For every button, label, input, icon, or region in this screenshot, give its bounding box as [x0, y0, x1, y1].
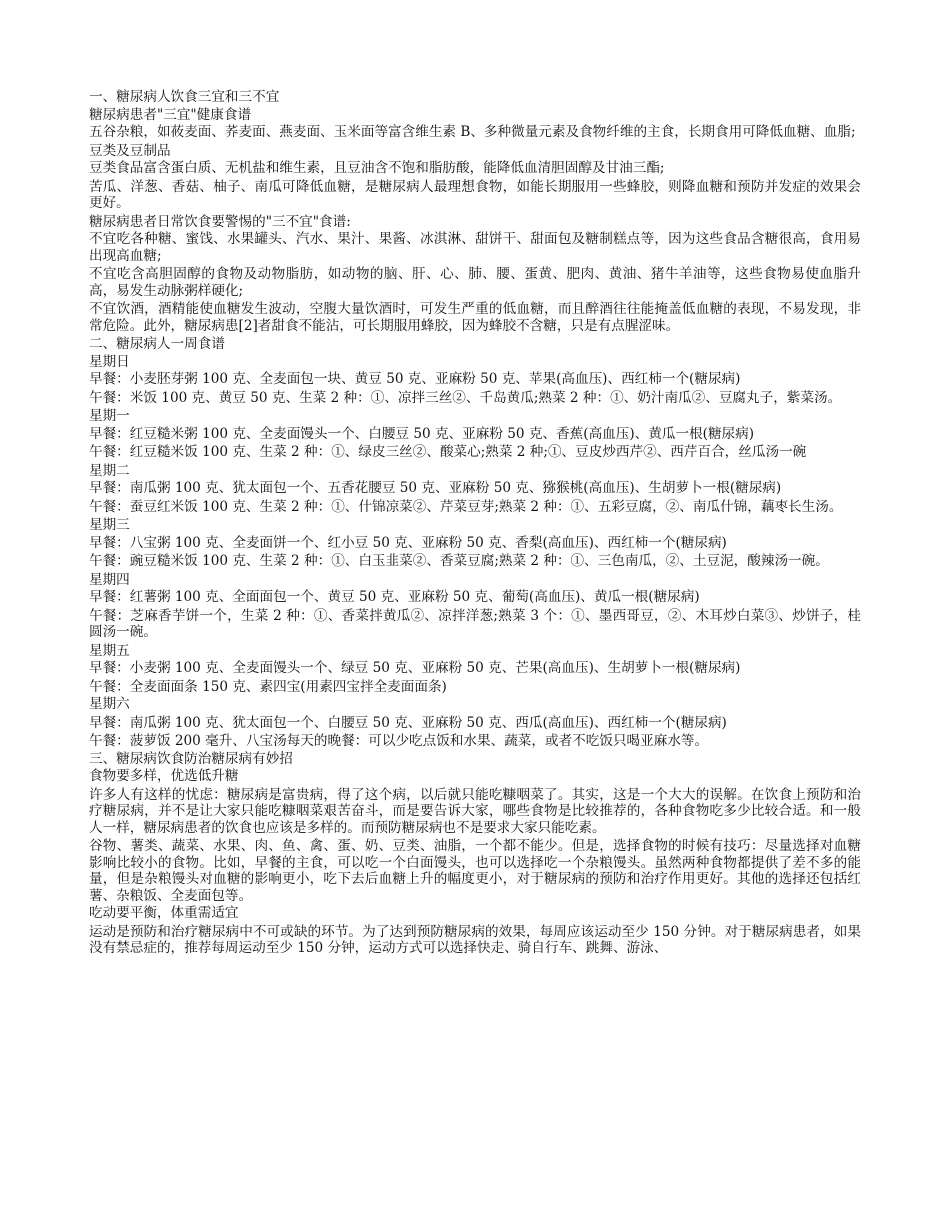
- section-heading: 二、糖尿病人一周食谱: [89, 336, 225, 352]
- paragraph: 不宜吃含高胆固醇的食物及动物脂肪，如动物的脑、肝、心、肺、腰、蛋黄、肥肉、黄油、猪牛羊油等，这些食物易使血脂升高，易发生动脉粥样硬化;: [89, 266, 861, 299]
- paragraph: 午餐：蚕豆红米饭 100 克、生菜 2 种：①、什锦凉菜②、芹菜豆芽;熟菜 2 种：①、五彩豆腐，②、南瓜什锦，藕枣长生汤。: [89, 498, 843, 515]
- section-heading: 午餐：全麦面面条 150 克、素四宝(用素四宝拌全麦面面条): [89, 678, 447, 695]
- section-heading: 星期二: [89, 462, 130, 479]
- section-heading: 豆类及豆制品: [89, 142, 171, 159]
- paragraph: 早餐：小麦胚芽粥 100 克、全麦面包一块、黄豆 50 克、亚麻粉 50 克、苹果(高血压)、西红柿一个(糖尿病): [89, 371, 741, 387]
- paragraph: 不宜吃各种糖、蜜饯、水果罐头、汽水、果汁、果酱、冰淇淋、甜饼干、甜面包及糖制糕点等，因为这些食品含糖很高，食用易出现高血糖;: [89, 231, 861, 264]
- paragraph: 苦瓜、洋葱、香菇、柚子、南瓜可降低血糖，是糖尿病人最理想食物，如能长期服用一些蜂胶，则降血糖和预防并发症的效果会更好。: [89, 178, 861, 211]
- paragraph: 午餐：红豆糙米饭 100 克、生菜 2 种：①、绿皮三丝②、酸菜心;熟菜 2 种;①、豆皮炒西芹②、西芹百合，丝瓜汤一碗: [89, 444, 807, 460]
- section-heading: 星期五: [89, 642, 130, 659]
- paragraph: 食物要多样，优选低升糖: [89, 768, 239, 784]
- document-body: [89, 89, 861, 959]
- paragraph: 早餐：红薯粥 100 克、全面面包一个、黄豆 50 克、亚麻粉 50 克、葡萄(高血压)、黄瓜一根(糖尿病): [89, 589, 700, 605]
- paragraph: 吃动要平衡，体重需适宜: [89, 905, 239, 921]
- section-heading: 星期日: [89, 353, 130, 370]
- section-heading: 星期三: [89, 517, 130, 533]
- paragraph: 星期六: [89, 696, 130, 712]
- paragraph: 不宜饮酒，酒精能使血糖发生波动，空腹大量饮酒时，可发生严重的低血糖，而且醉酒往往能掩盖低血糖的表现，不易发现，非常危险。此外，糖尿病患[2]者甜食不能沾，可长期服用蜂胶，因为蜂胶不含糖，只是有点腥涩味。: [89, 301, 861, 334]
- paragraph: 早餐：八宝粥 100 克、全麦面饼一个、红小豆 50 克、亚麻粉 50 克、香梨(高血压)、西红柿一个(糖尿病): [89, 534, 727, 551]
- paragraph: 运动是预防和治疗糖尿病中不可或缺的环节。为了达到预防糖尿病的效果，每周应该运动至少 150 分钟。对于糖尿病患者，如果没有禁忌症的，推荐每周运动至少 150 分钟，运动方式可以选择快走、骑自行车、跳舞、游泳、: [89, 923, 861, 956]
- paragraph: 早餐：红豆糙米粥 100 克、全麦面馒头一个、白腰豆 50 克、亚麻粉 50 克、香蕉(高血压)、黄瓜一根(糖尿病): [89, 425, 755, 442]
- section-heading: 三、糖尿病饮食防治糖尿病有妙招: [89, 750, 293, 767]
- section-heading: 星期四: [89, 571, 130, 588]
- paragraph: 午餐：芝麻香芋饼一个，生菜 2 种：①、香菜拌黄瓜②、凉拌洋葱;熟菜 3 个：①、墨西哥豆，②、木耳炒白菜③、炒饼子，桂圆汤一碗。: [89, 607, 861, 640]
- paragraph: 早餐：南瓜粥 100 克、犹太面包一个、五香花腰豆 50 克、亚麻粉 50 克、猕猴桃(高血压)、生胡萝卜一根(糖尿病): [89, 480, 782, 496]
- paragraph: 五谷杂粮，如莜麦面、荞麦面、燕麦面、玉米面等富含维生素 B、多种微量元素及食物纤维的主食，长期食用可降低血糖、血脂;: [89, 124, 856, 140]
- section-heading: 谷物、薯类、蔬菜、水果、肉、鱼、禽、蛋、奶、豆类、油脂，一个都不能少。但是，选择食物的时候有技巧：尽量选择对血糖影响比较小的食物。比如，早餐的主食，可以吃一个白面馒头，也可以选择吃一个杂粮馒头。虽然两种食物都提供了差不多的能量，但是杂粮馒头对血糖的影响更小，吃下去后血糖上升的幅度更小，对于糖尿病的预防和治疗作用更好。其他的选择还包括红薯、杂粮饭、全麦面包等。: [89, 838, 861, 904]
- paragraph: 午餐：米饭 100 克、黄豆 50 克、生菜 2 种：①、凉拌三丝②、千岛黄瓜;熟菜 2 种：①、奶汁南瓜②、豆腐丸子，紫菜汤。: [89, 389, 842, 406]
- paragraph: 豆类食品富含蛋白质、无机盐和维生素，且豆油含不饱和脂肪酸，能降低血清胆固醇及甘油三酯;: [89, 160, 665, 176]
- paragraph: 午餐：豌豆糙米饭 100 克、生菜 2 种：①、白玉韭菜②、香菜豆腐;熟菜 2 种：①、三色南瓜，②、土豆泥，酸辣汤一碗。: [89, 553, 829, 569]
- paragraph: 许多人有这样的忧虑：糖尿病是富贵病，得了这个病，以后就只能吃糠咽菜了。其实，这是一个大大的误解。在饮食上预防和治疗糖尿病，并不是让大家只能吃糠咽菜艰苦奋斗，而是要告诉大家，哪些食物是比较推荐的，各种食物吃多少比较合适。和一般人一样，糖尿病患者的饮食也应该是多样的。而预防糖尿病也不是要求大家只能吃素。: [89, 786, 861, 836]
- paragraph: 早餐：南瓜粥 100 克、犹太面包一个、白腰豆 50 克、亚麻粉 50 克、西瓜(高血压)、西红柿一个(糖尿病): [89, 714, 727, 731]
- section-heading: 糖尿病患者"三宜"健康食谱: [89, 106, 252, 123]
- paragraph: 早餐：小麦粥 100 克、全麦面馒头一个、绿豆 50 克、亚麻粉 50 克、芒果(高血压)、生胡萝卜一根(糖尿病): [89, 660, 741, 676]
- section-heading: 糖尿病患者日常饮食要警惕的"三不宜"食谱:: [89, 213, 351, 230]
- section-heading: 午餐：菠萝饭 200 毫升、八宝汤每天的晚餐：可以少吃点饭和水果、蔬菜，或者不吃饭只喝亚麻水等。: [89, 733, 709, 749]
- section-heading: 一、糖尿病人饮食三宜和三不宜: [89, 89, 280, 105]
- section-heading: 星期一: [89, 408, 130, 424]
